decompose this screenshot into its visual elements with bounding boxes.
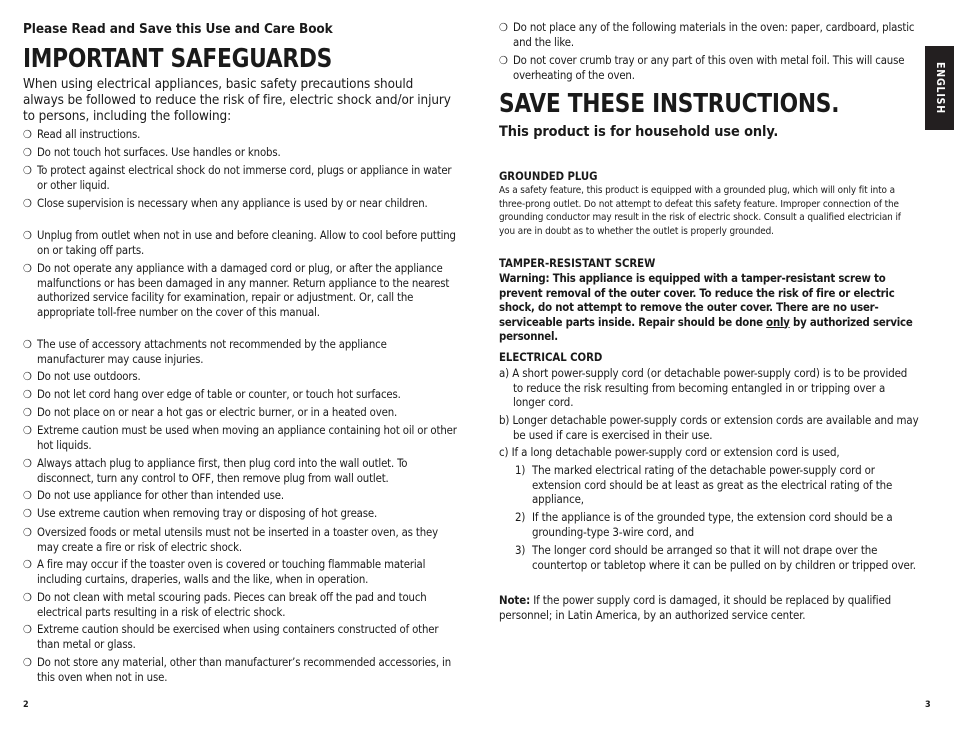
bullet-circle-icon: ❍ bbox=[23, 388, 32, 401]
safeguard-item bbox=[499, 21, 919, 50]
tamper-warning-emphasis: only bbox=[766, 315, 790, 329]
safeguard-item bbox=[23, 507, 457, 522]
safeguards-title: IMPORTANT SAFEGUARDS bbox=[23, 44, 333, 74]
safeguard-text: Do not let cord hang over edge of table or counter, or touch hot surfaces. bbox=[37, 388, 401, 401]
safeguard-text: Do not place on or near a hot gas or electric burner, or in a heated oven. bbox=[37, 406, 398, 419]
bullet-circle-icon: ❍ bbox=[23, 164, 32, 177]
language-tab-label: ENGLISH bbox=[933, 62, 946, 114]
safeguard-text: The use of accessory attachments not recommended by the appliance manufacturer may cause injuries. bbox=[37, 338, 387, 366]
header-note: Please Read and Save this Use and Care Book bbox=[23, 21, 333, 37]
safeguard-item bbox=[23, 197, 457, 212]
bullet-circle-icon: ❍ bbox=[23, 262, 32, 275]
cord-subitem-2 bbox=[515, 510, 919, 539]
safeguard-text: Use extreme caution when removing tray or disposing of hot grease. bbox=[37, 507, 378, 520]
intro-paragraph: When using electrical appliances, basic safety precautions should always be followed to reduce the risk of fire, electric shock and/or injury to persons, including the following: bbox=[23, 77, 451, 124]
tamper-warning-text: Warning: This appliance is equipped with a tamper-resistant screw to prevent removal of the outer cover. To reduce the risk of fire or electric shock, do not attempt to remove the outer cover. There are no user-serviceable parts inside. Repair should be done bbox=[499, 272, 895, 329]
bullet-circle-icon: ❍ bbox=[499, 21, 508, 34]
bullet-circle-icon: ❍ bbox=[499, 54, 508, 67]
safeguard-item bbox=[23, 457, 457, 486]
grounded-plug-heading: GROUNDED PLUG bbox=[499, 170, 598, 183]
cord-subitem-3 bbox=[515, 543, 919, 572]
safeguard-item bbox=[23, 424, 457, 453]
safeguard-text: A fire may occur if the toaster oven is covered or touching flammable material including curtains, draperies, walls and the like, when in operation. bbox=[37, 558, 426, 586]
safeguard-text: Extreme caution must be used when moving an appliance containing hot oil or other hot liquids. bbox=[37, 424, 457, 452]
grounded-plug-text: As a safety feature, this product is equipped with a grounded plug, which will only fit into a three-prong outlet. Do not attempt to defeat this safety feature. Improper connection of the grounding conductor may result in the risk of electric shock. Consult a qualified electrician if you are in doubt as to whether the outlet is properly grounded. bbox=[499, 185, 901, 237]
bullet-circle-icon: ❍ bbox=[23, 338, 32, 351]
bullet-circle-icon: ❍ bbox=[23, 623, 32, 636]
safeguard-text: To protect against electrical shock do not immerse cord, plugs or appliance in water or other liquid. bbox=[37, 164, 452, 192]
bullet-circle-icon: ❍ bbox=[23, 558, 32, 571]
bullet-circle-icon: ❍ bbox=[23, 457, 32, 470]
bullet-circle-icon: ❍ bbox=[23, 370, 32, 383]
safeguard-text: Close supervision is necessary when any appliance is used by or near children. bbox=[37, 197, 428, 210]
safeguard-text: Do not use appliance for other than intended use. bbox=[37, 489, 284, 502]
subitem-number: 1) bbox=[515, 463, 526, 477]
note-label: Note: bbox=[499, 593, 531, 607]
household-use-note: This product is for household use only. bbox=[499, 124, 779, 140]
bullet-circle-icon: ❍ bbox=[23, 489, 32, 502]
bullet-circle-icon: ❍ bbox=[23, 128, 32, 141]
bullet-circle-icon: ❍ bbox=[23, 424, 32, 437]
bullet-circle-icon: ❍ bbox=[23, 656, 32, 669]
safeguard-text: Do not touch hot surfaces. Use handles or knobs. bbox=[37, 146, 281, 159]
cord-subitem-1 bbox=[515, 463, 919, 507]
safeguard-text: Oversized foods or metal utensils must not be inserted in a toaster oven, as they may create a fire or risk of electric shock. bbox=[37, 526, 438, 554]
safeguard-item bbox=[23, 489, 457, 504]
cord-note bbox=[499, 593, 919, 622]
safeguard-item bbox=[23, 656, 457, 685]
bullet-circle-icon: ❍ bbox=[23, 591, 32, 604]
safeguard-item bbox=[23, 388, 457, 403]
safeguard-item bbox=[23, 591, 457, 620]
subitem-text: If the appliance is of the grounded type, the extension cord should be a grounding-type 3-wire cord, and bbox=[532, 510, 893, 539]
safeguard-item bbox=[23, 623, 457, 652]
language-tab bbox=[925, 46, 954, 130]
electrical-cord-heading: ELECTRICAL CORD bbox=[499, 351, 603, 364]
bullet-circle-icon: ❍ bbox=[23, 229, 32, 242]
cord-item-a: a) A short power-supply cord (or detachable power-supply cord) is to be provided to reduce the risk resulting from becoming entangled in or tripping over a longer cord. bbox=[499, 366, 908, 410]
safeguard-item bbox=[499, 54, 919, 83]
subitem-number: 2) bbox=[515, 510, 526, 524]
page-number-right: 3 bbox=[925, 700, 931, 710]
bullet-circle-icon: ❍ bbox=[23, 406, 32, 419]
tamper-warning-text-end: by authorized service personnel. bbox=[499, 315, 913, 343]
safeguard-item bbox=[23, 229, 457, 258]
safeguard-item bbox=[23, 558, 457, 587]
safeguard-item bbox=[23, 370, 457, 385]
safeguard-text: Do not store any material, other than manufacturer’s recommended accessories, in this oven when not in use. bbox=[37, 656, 451, 684]
safeguard-item bbox=[23, 262, 457, 320]
bullet-circle-icon: ❍ bbox=[23, 146, 32, 159]
subitem-text: The longer cord should be arranged so that it will not drape over the countertop or tabletop where it can be pulled on by children or tripped over. bbox=[532, 543, 916, 572]
safeguard-item bbox=[23, 128, 457, 143]
bullet-circle-icon: ❍ bbox=[23, 526, 32, 539]
subitem-number: 3) bbox=[515, 543, 526, 557]
safeguard-text: Always attach plug to appliance first, then plug cord into the wall outlet. To disconnect, turn any control to OFF, then remove plug from wall outlet. bbox=[37, 457, 408, 485]
safeguard-item bbox=[23, 146, 457, 161]
safeguard-text: Do not operate any appliance with a damaged cord or plug, or after the appliance malfunctions or has been damaged in any manner. Return appliance to the nearest authorized service facility for examination, repair or adjustment. Or, call the appropriate toll-free number on the cover of this manual. bbox=[37, 262, 450, 319]
safeguard-item bbox=[23, 338, 457, 367]
safeguard-text: Do not place any of the following materials in the oven: paper, cardboard, plastic and the like. bbox=[513, 21, 915, 49]
safeguard-text: Extreme caution should be exercised when using containers constructed of other than metal or glass. bbox=[37, 623, 439, 651]
safeguard-item bbox=[23, 164, 457, 193]
safeguard-text: Do not clean with metal scouring pads. Pieces can break off the pad and touch electrical parts resulting in a risk of electric shock. bbox=[37, 591, 427, 619]
cord-item-c: c) If a long detachable power-supply cord or extension cord is used, bbox=[499, 445, 840, 459]
subitem-text: The marked electrical rating of the detachable power-supply cord or extension cord should be at least as great as the electrical rating of the appliance, bbox=[532, 463, 893, 507]
page-number-left: 2 bbox=[23, 700, 29, 710]
safeguard-text: Read all instructions. bbox=[37, 128, 141, 141]
safeguard-item bbox=[23, 526, 457, 555]
safeguard-text: Unplug from outlet when not in use and before cleaning. Allow to cool before putting on or taking off parts. bbox=[37, 229, 456, 257]
cord-item-b: b) Longer detachable power-supply cords or extension cords are available and may be used if care is exercised in their use. bbox=[499, 413, 919, 442]
bullet-circle-icon: ❍ bbox=[23, 507, 32, 520]
safeguard-text: Do not use outdoors. bbox=[37, 370, 141, 383]
save-instructions-title: SAVE THESE INSTRUCTIONS. bbox=[499, 89, 840, 119]
safeguard-item bbox=[23, 406, 457, 421]
tamper-screw-heading: TAMPER-RESISTANT SCREW bbox=[499, 257, 656, 270]
safeguard-text: Do not cover crumb tray or any part of this oven with metal foil. This will cause overheating of the oven. bbox=[513, 54, 905, 82]
note-text: If the power supply cord is damaged, it should be replaced by qualified personnel; in Latin America, by an authorized service center. bbox=[499, 593, 892, 622]
bullet-circle-icon: ❍ bbox=[23, 197, 32, 210]
tamper-warning bbox=[499, 272, 919, 345]
